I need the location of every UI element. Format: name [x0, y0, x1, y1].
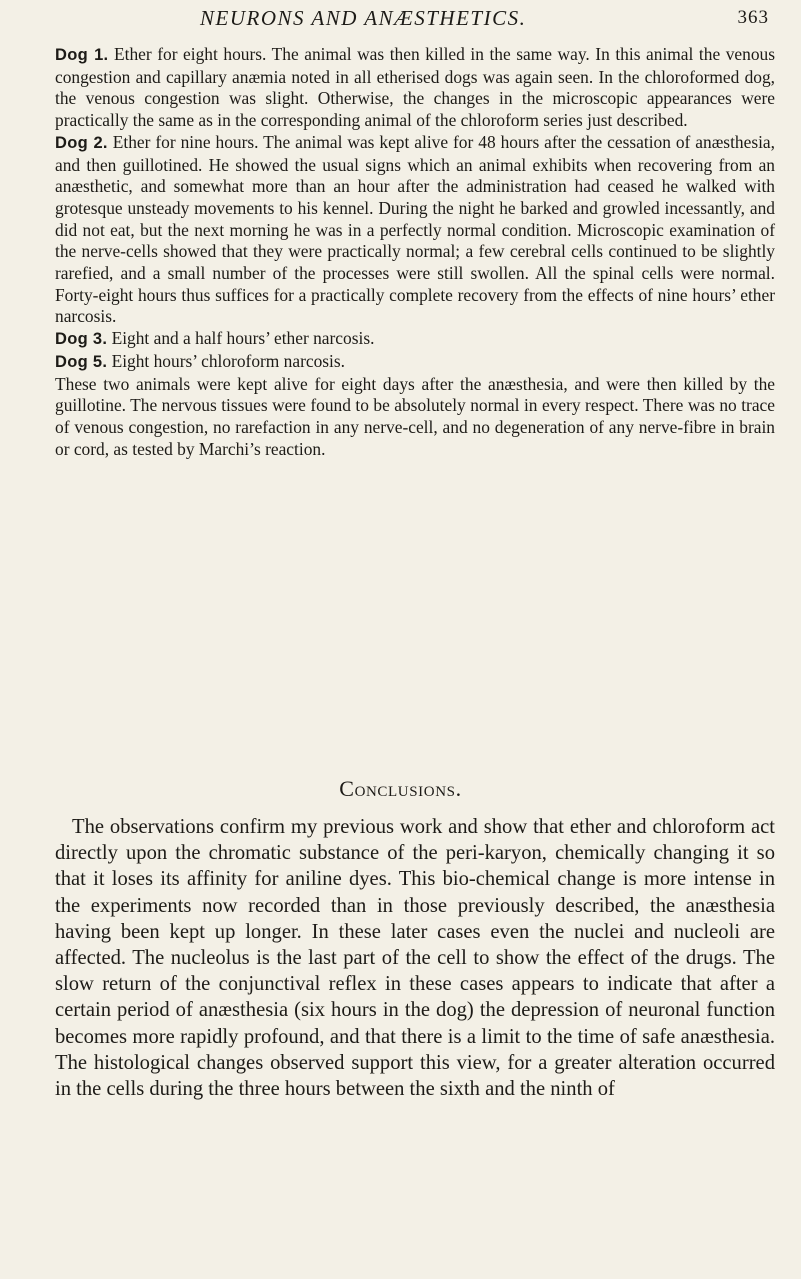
- running-head: [0, 6, 801, 36]
- dog-3-label: Dog 3.: [55, 330, 108, 349]
- experiment-notes: [55, 44, 775, 460]
- dog-5-text: Eight hours’ chloroform narcosis.: [111, 350, 346, 371]
- page-number: 363: [737, 7, 769, 28]
- dogs-3-5-closing-paragraph: These two animals were kept alive for eight days after the anæsthesia, and were then killed by the guillotine. The nervous tissues were found to be absolutely normal in every respect. There was no trace of venous congestion, no rarefaction in any nerve-cell, and no degeneration of any nerve-fibre in brain or cord, as tested by Marchi’s reaction.: [55, 373, 775, 459]
- dog-1-label: Dog 1.: [55, 46, 109, 64]
- dog-2-label: Dog 2.: [55, 133, 108, 152]
- dog-5-paragraph: [55, 351, 775, 374]
- dog-1-text: Ether for eight hours. The animal was then killed in the same way. In this animal the venous congestion and capillary anæmia noted in all etherised dogs was again seen. In the chloroformed dog, the venous congestion was slight. Otherwise, the changes in the microscopic appearances were practically the same as in the corresponding animal of the chloroform series just described.: [55, 44, 775, 131]
- conclusions-paragraph: The observations confirm my previous work and show that ether and chloroform act directly upon the chromatic substance of the peri-karyon, chemically changing it so that it loses its affinity for aniline dyes. This bio-chemical change is more intense in the experiments now recorded than in those previously described, the anæsthesia having been kept up longer. In these later cases even the nuclei and nucleoli are affected. The nucleolus is the last part of the cell to show the effect of the drugs. The slow return of the conjunctival reflex in these cases appears to indicate that after a certain period of anæsthesia (six hours in the dog) the depression of neuronal function becomes more rapidly profound, and that there is a limit to the time of safe anæsthesia. The histological changes observed support this view, for a greater alteration occurred in the cells during the three hours between the sixth and the ninth of: [55, 816, 775, 1101]
- dog-3-paragraph: [55, 328, 775, 351]
- dog-2-paragraph: [55, 132, 775, 328]
- running-title: NEURONS AND ANÆSTHETICS.: [200, 6, 527, 30]
- dog-1-paragraph: [55, 44, 775, 132]
- dog-5-label: Dog 5.: [55, 352, 108, 371]
- conclusions-body: [55, 814, 775, 1102]
- dog-2-text: Ether for nine hours. The animal was kept alive for 48 hours after the cessation of anæsthesia, and then guillotined. He showed the usual signs which an animal exhibits when recovering from an anæsthetic, and somewhat more than an hour after the administration had ceased he walked with grotesque unsteady movements to his kennel. During the night he barked and growled incessantly, and did not eat, but the next morning he was in a perfectly normal condition. Microscopic examination of the nerve-cells showed that they were practically normal; a few cerebral cells continued to be slightly rarefied, and a small number of the processes were still swollen. All the spinal cells were normal. Forty-eight hours thus suffices for a practically complete recovery from the effects of nine hours’ ether narcosis.: [55, 131, 775, 327]
- conclusions-heading: Conclusions.: [339, 776, 462, 801]
- dog-3-text: Eight and a half hours’ ether narcosis.: [111, 328, 375, 349]
